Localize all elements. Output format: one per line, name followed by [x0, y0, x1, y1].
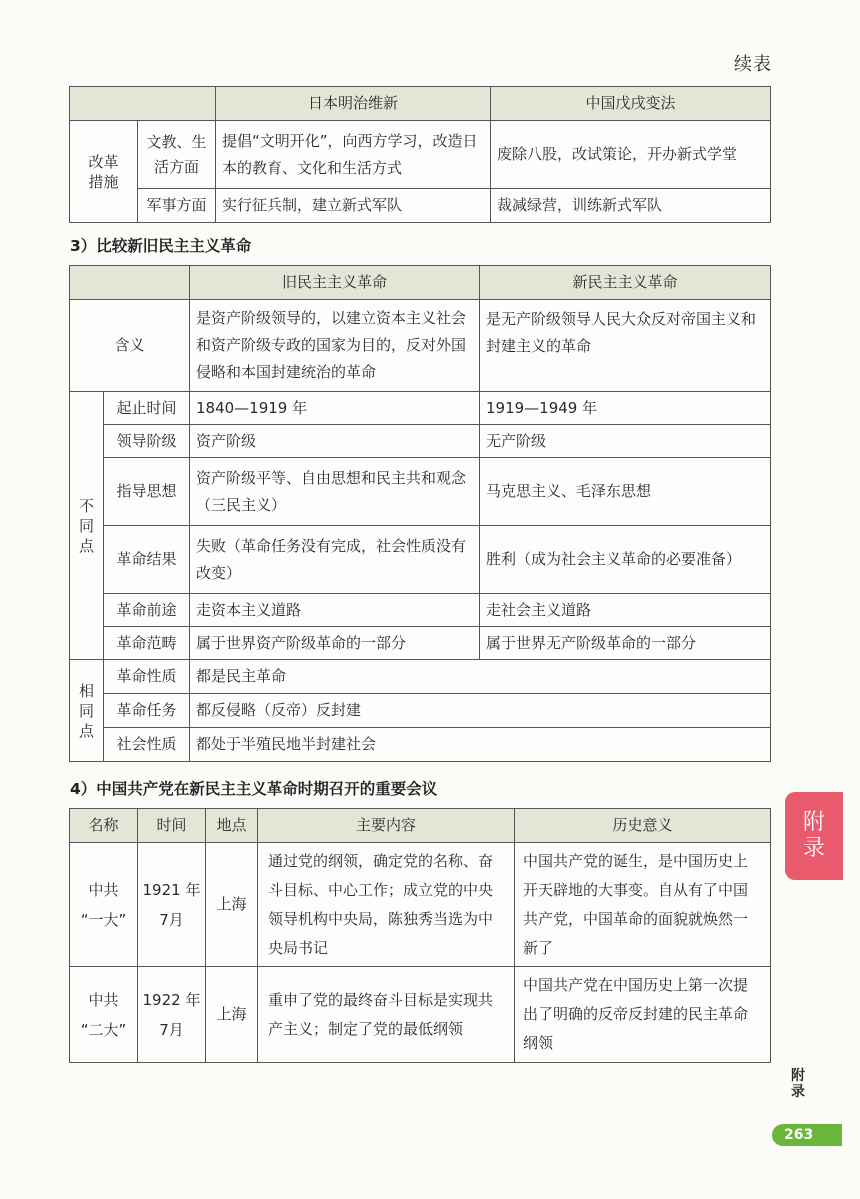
aspect-ideology: 指导思想: [104, 458, 190, 526]
table-corner: [70, 266, 190, 300]
old-period: 1840—1919 年: [190, 392, 480, 425]
col-header-significance: 历史意义: [515, 809, 771, 843]
group-label-similarities: 相同点: [70, 660, 104, 762]
group-label-differences: 不同点: [70, 392, 104, 660]
continued-label: 续表: [734, 54, 772, 75]
col-header-new: 新民主主义革命: [480, 266, 771, 300]
appendix-side-label-char1: 附: [791, 1068, 805, 1084]
congress-time-line1: 1921 年: [142, 880, 201, 899]
japan-military: 实行征兵制，建立新式军队: [216, 189, 491, 223]
new-leader: 无产阶级: [480, 425, 771, 458]
row-category-reform: 改革措施: [70, 121, 138, 223]
appendix-side-label-char2: 录: [791, 1084, 805, 1100]
aspect-nature: 革命性质: [104, 660, 190, 694]
congress-place: 上海: [206, 843, 258, 967]
appendix-tab-char2: 录: [802, 836, 825, 861]
section-3-title: 3）比较新旧民主主义革命: [70, 237, 252, 255]
aspect-result: 革命结果: [104, 526, 190, 594]
col-header-time: 时间: [138, 809, 206, 843]
congress-place: 上海: [206, 967, 258, 1063]
new-ideology: 马克思主义、毛泽东思想: [480, 458, 771, 526]
congress-time-line1: 1922 年: [142, 990, 201, 1009]
aspect-future: 革命前途: [104, 594, 190, 627]
row-label-meaning: 含义: [70, 300, 190, 392]
col-header-china: 中国戊戌变法: [491, 87, 771, 121]
congress-time-line2: 7月: [159, 1020, 184, 1039]
aspect-society: 社会性质: [104, 728, 190, 762]
aspect-military: 军事方面: [138, 189, 216, 223]
aspect-category: 革命范畴: [104, 627, 190, 660]
congress-content: 通过党的纲领，确定党的名称、奋斗目标、中心工作；成立党的中央领导机构中央局，陈独秀当选为中央局书记: [258, 843, 515, 967]
congress-name-line1: 中共: [88, 880, 119, 899]
meaning-new: 是无产阶级领导人民大众反对帝国主义和封建主义的革命: [480, 300, 771, 392]
old-future: 走资本主义道路: [190, 594, 480, 627]
congress-name-line1: 中共: [88, 990, 119, 1009]
table-corner: [70, 87, 216, 121]
aspect-task: 革命任务: [104, 694, 190, 728]
congress-name: [70, 967, 138, 1063]
congress-time-line2: 7月: [159, 910, 184, 929]
new-category: 属于世界无产阶级革命的一部分: [480, 627, 771, 660]
congress-significance: 中国共产党在中国历史上第一次提出了明确的反帝反封建的民主革命纲领: [515, 967, 771, 1063]
old-result: 失败（革命任务没有完成，社会性质没有改变）: [190, 526, 480, 594]
col-header-content: 主要内容: [258, 809, 515, 843]
new-period: 1919—1949 年: [480, 392, 771, 425]
new-result: 胜利（成为社会主义革命的必要准备）: [480, 526, 771, 594]
appendix-tab[interactable]: [785, 792, 843, 880]
table-revolution-compare: [69, 265, 771, 762]
same-task: 都反侵略（反帝）反封建: [190, 694, 771, 728]
old-leader: 资产阶级: [190, 425, 480, 458]
aspect-period: 起止时间: [104, 392, 190, 425]
china-military: 裁减绿营，训练新式军队: [491, 189, 771, 223]
new-future: 走社会主义道路: [480, 594, 771, 627]
same-society: 都处于半殖民地半封建社会: [190, 728, 771, 762]
congress-content: 重申了党的最终奋斗目标是实现共产主义；制定了党的最低纲领: [258, 967, 515, 1063]
same-nature: 都是民主革命: [190, 660, 771, 694]
col-header-name: 名称: [70, 809, 138, 843]
congress-name-line2: “二大”: [80, 1020, 127, 1039]
table-congresses: [69, 808, 771, 1063]
section-4-title: 4）中国共产党在新民主主义革命时期召开的重要会议: [70, 780, 438, 798]
aspect-culture: 文教、生活方面: [138, 121, 216, 189]
old-category: 属于世界资产阶级革命的一部分: [190, 627, 480, 660]
congress-name: [70, 843, 138, 967]
japan-culture: 提倡“文明开化”，向西方学习，改造日本的教育、文化和生活方式: [216, 121, 491, 189]
page-number: 263: [772, 1124, 842, 1146]
congress-time: [138, 967, 206, 1063]
meaning-old: 是资产阶级领导的，以建立资本主义社会和资产阶级专政的国家为目的，反对外国侵略和本国封建统治的革命: [190, 300, 480, 392]
appendix-tab-char1: 附: [802, 810, 825, 835]
col-header-place: 地点: [206, 809, 258, 843]
appendix-side-label: [778, 1068, 818, 1100]
congress-time: [138, 843, 206, 967]
congress-significance: 中国共产党的诞生，是中国历史上开天辟地的大事变。自从有了中国共产党，中国革命的面貌就焕然一新了: [515, 843, 771, 967]
aspect-leader: 领导阶级: [104, 425, 190, 458]
col-header-old: 旧民主主义革命: [190, 266, 480, 300]
table-meiji-vs-wuxu: [69, 86, 771, 223]
congress-name-line2: “一大”: [80, 910, 127, 929]
old-ideology: 资产阶级平等、自由思想和民主共和观念（三民主义）: [190, 458, 480, 526]
col-header-japan: 日本明治维新: [216, 87, 491, 121]
china-culture: 废除八股，改试策论，开办新式学堂: [491, 121, 771, 189]
